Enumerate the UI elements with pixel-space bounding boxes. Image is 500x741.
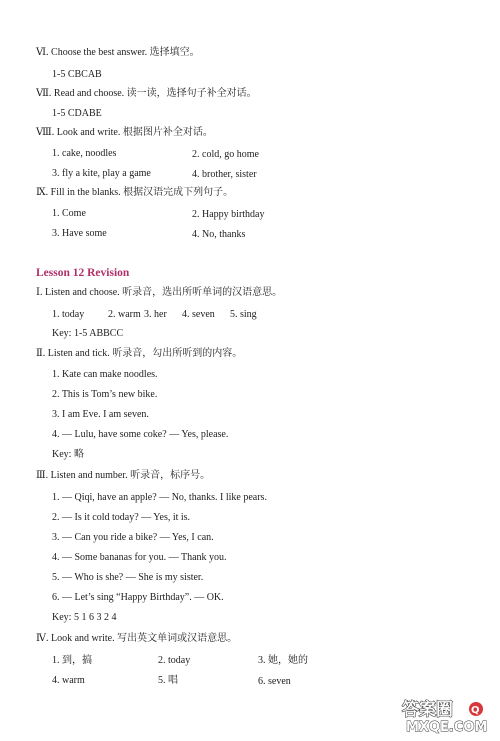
section-iii-item: 6. — Let’s sing “Happy Birthday”. — OK.: [52, 592, 224, 603]
section-iv-item: 6. seven: [258, 676, 291, 687]
section-viii-item: 4. brother, sister: [192, 169, 257, 180]
section-i-item: 2. warm: [108, 309, 141, 320]
section-ii-item: 2. This is Tom’s new bike.: [52, 389, 158, 400]
section-ii-item: 1. Kate can make noodles.: [52, 369, 158, 380]
section-i-heading: Ⅰ. Listen and choose. 听录音，选出所听单词的汉语意思。: [36, 287, 283, 298]
svg-text:MXQE.COM: MXQE.COM: [406, 720, 488, 735]
section-ix-item: 3. Have some: [52, 228, 107, 239]
watermark-logo: [398, 695, 494, 735]
section-i-item: 1. today: [52, 309, 85, 320]
section-iv-item: 4. warm: [52, 675, 85, 686]
section-viii-heading: Ⅷ. Look and write. 根据图片补全对话。: [36, 127, 213, 138]
section-iv-heading: Ⅳ. Look and write. 写出英文单词或汉语意思。: [36, 633, 238, 644]
section-viii-item: 2. cold, go home: [192, 149, 259, 160]
section-iii-item: 5. — Who is she? — She is my sister.: [52, 572, 204, 583]
section-ix-item: 2. Happy birthday: [192, 209, 265, 220]
section-iii-item: 1. — Qiqi, have an apple? — No, thanks. I like pears.: [52, 492, 267, 503]
section-iii-key: Key: 5 1 6 3 2 4: [52, 612, 117, 623]
section-vii-answer: 1-5 CDABE: [52, 108, 102, 119]
section-iv-item: 1. 到，搞: [52, 655, 92, 666]
section-i-item: 5. sing: [230, 309, 257, 320]
section-ii-heading: Ⅱ. Listen and tick. 听录音，勾出所听到的内容。: [36, 348, 243, 359]
section-iii-item: 3. — Can you ride a bike? — Yes, I can.: [52, 532, 214, 543]
section-iii-item: 4. — Some bananas for you. — Thank you.: [52, 552, 227, 563]
section-ii-key: Key: 略: [52, 449, 84, 460]
section-iv-item: 5. 唱: [158, 675, 178, 686]
section-ix-item: 1. Come: [52, 208, 86, 219]
section-vi-answer: 1-5 CBCAB: [52, 69, 102, 80]
section-iii-heading: Ⅲ. Listen and number. 听录音，标序号。: [36, 470, 211, 481]
section-i-item: 4. seven: [182, 309, 215, 320]
section-i-item: 3. her: [144, 309, 167, 320]
section-vi-heading: Ⅵ. Choose the best answer. 选择填空。: [36, 47, 200, 58]
section-iv-item: 2. today: [158, 655, 191, 666]
section-iii-item: 2. — Is it cold today? — Yes, it is.: [52, 512, 191, 523]
section-ix-heading: Ⅸ. Fill in the blanks. 根据汉语完成下列句子。: [36, 187, 234, 198]
section-ii-item: 4. — Lulu, have some coke? — Yes, please.: [52, 429, 229, 440]
section-ix-item: 4. No, thanks: [192, 229, 246, 240]
section-vii-heading: Ⅶ. Read and choose. 读一读，选择句子补全对话。: [36, 88, 257, 99]
section-iv-item: 3. 她，她的: [258, 655, 308, 666]
section-viii-item: 1. cake, noodles: [52, 148, 117, 159]
section-ii-item: 3. I am Eve. I am seven.: [52, 409, 149, 420]
section-viii-item: 3. fly a kite, play a game: [52, 168, 151, 179]
svg-text:答案圈: 答案圈: [402, 700, 453, 720]
lesson-title: Lesson 12 Revision: [36, 267, 130, 279]
section-i-key: Key: 1-5 ABBCC: [52, 328, 124, 339]
svg-text:Q: Q: [471, 705, 480, 716]
